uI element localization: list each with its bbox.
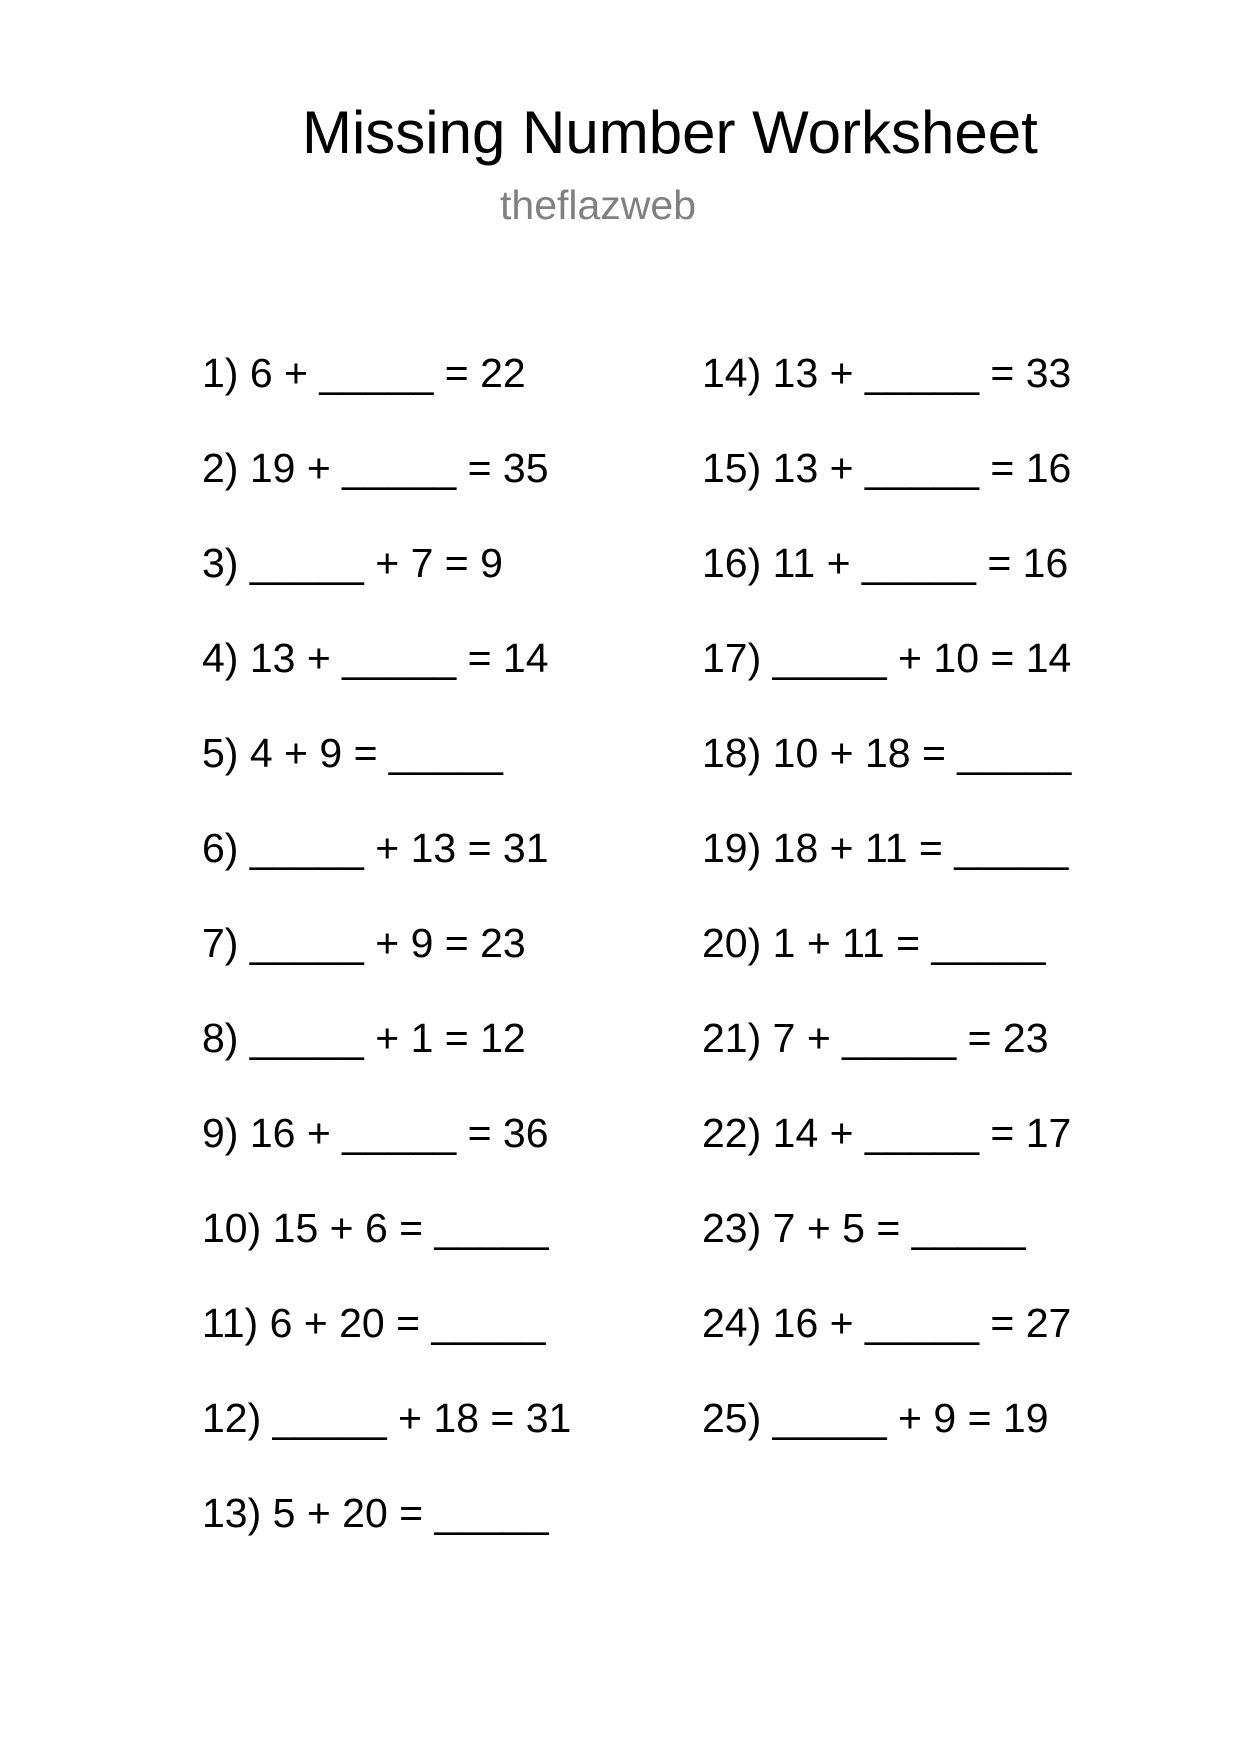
page-title: Missing Number Worksheet: [302, 99, 1038, 166]
problem-9: 9) 16 + _____ = 36: [202, 1110, 549, 1156]
problem-11: 11) 6 + 20 = _____: [202, 1300, 546, 1346]
problem-22: 22) 14 + _____ = 17: [702, 1110, 1072, 1156]
problem-14: 14) 13 + _____ = 33: [702, 350, 1072, 396]
problem-23: 23) 7 + 5 = _____: [702, 1205, 1026, 1251]
problem-5: 5) 4 + 9 = _____: [202, 730, 503, 776]
problem-1: 1) 6 + _____ = 22: [202, 350, 526, 396]
problem-3: 3) _____ + 7 = 9: [202, 540, 503, 586]
problem-16: 16) 11 + _____ = 16: [702, 540, 1069, 586]
problems-left-column: [202, 348, 571, 1583]
problem-25: 25) _____ + 9 = 19: [702, 1395, 1049, 1441]
problem-13: 13) 5 + 20 = _____: [202, 1490, 549, 1536]
problem-12: 12) _____ + 18 = 31: [202, 1395, 572, 1441]
problem-15: 15) 13 + _____ = 16: [702, 445, 1072, 491]
problem-17: 17) _____ + 10 = 14: [702, 635, 1072, 681]
page-subtitle: theflazweb: [500, 182, 697, 228]
problem-8: 8) _____ + 1 = 12: [202, 1015, 526, 1061]
problem-4: 4) 13 + _____ = 14: [202, 635, 549, 681]
problem-20: 20) 1 + 11 = _____: [702, 920, 1046, 966]
problem-18: 18) 10 + 18 = _____: [702, 730, 1072, 776]
problem-19: 19) 18 + 11 = _____: [702, 825, 1069, 871]
problems-right-column: [702, 348, 1071, 1488]
problem-21: 21) 7 + _____ = 23: [702, 1015, 1049, 1061]
problem-10: 10) 15 + 6 = _____: [202, 1205, 549, 1251]
problem-24: 24) 16 + _____ = 27: [702, 1300, 1072, 1346]
problem-2: 2) 19 + _____ = 35: [202, 445, 549, 491]
problem-6: 6) _____ + 13 = 31: [202, 825, 549, 871]
problem-7: 7) _____ + 9 = 23: [202, 920, 526, 966]
